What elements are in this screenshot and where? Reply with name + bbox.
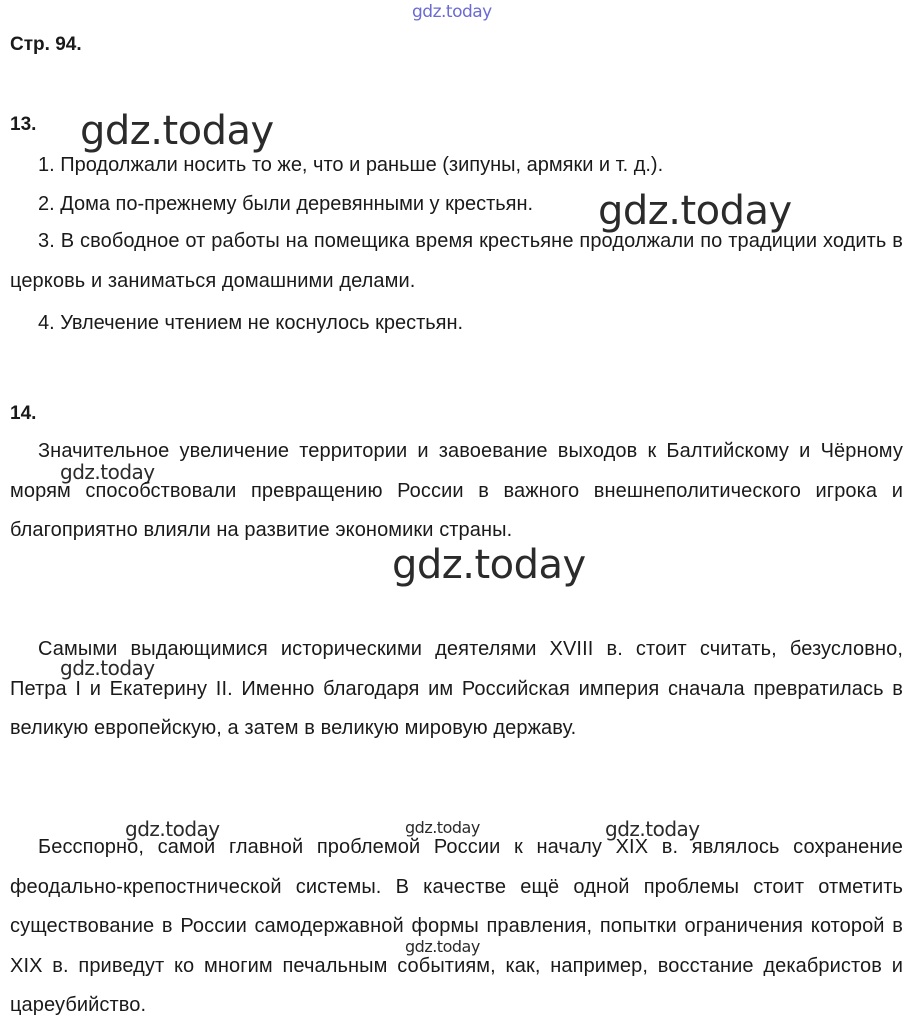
section-14-paragraph-1: Значительное увеличение территории и завоевание выходов к Балтийскому и Чёрному морям способствовали превращению России в важного внешнеполитического игрока и благоприятно влияли на развитие экономики страны. <box>10 440 903 541</box>
page-title: Стр. 94. <box>10 34 82 55</box>
watermark-top: gdz.today <box>412 2 492 22</box>
section-13-item-3: 3. В свободное от работы на помещика время крестьяне продолжали по традиции ходить в церковь и заниматься домашними делами. <box>10 230 903 292</box>
watermark-small: gdz.today <box>125 817 220 841</box>
section-14-paragraph-3: Бесспорно, самой главной проблемой России к началу XIX в. являлось сохранение феодально-крепостнической системы. В качестве ещё одной проблемы стоит отметить существование в России самодержавной формы правления, попытки ограничения которой в XIX в. приведут ко многим печальным событиям, как, например, восстание декабристов и цареубийство. <box>10 836 903 1016</box>
watermark-small: gdz.today <box>405 818 480 837</box>
section-14-number: 14. <box>10 403 37 424</box>
watermark-large: gdz.today <box>598 188 792 234</box>
watermark-large: gdz.today <box>392 542 586 588</box>
watermark-small: gdz.today <box>60 460 155 484</box>
watermark-large: gdz.today <box>80 108 274 154</box>
watermark-small: gdz.today <box>60 656 155 680</box>
watermark-small: gdz.today <box>605 817 700 841</box>
section-13-item-1: 1. Продолжали носить то же, что и раньше (зипуны, армяки и т. д.). <box>38 154 664 176</box>
section-13-number: 13. <box>10 114 37 135</box>
section-13-item-2: 2. Дома по-прежнему были деревянными у крестьян. <box>38 193 534 215</box>
section-13-item-4: 4. Увлечение чтением не коснулось крестьян. <box>38 312 464 334</box>
section-14-paragraph-2: Самыми выдающимися историческими деятелями XVIII в. стоит считать, безусловно, Петра I и Екатерину II. Именно благодаря им Российская империя сначала превратилась в великую европейскую, а затем в великую мировую державу. <box>10 638 903 739</box>
watermark-small: gdz.today <box>405 937 480 956</box>
